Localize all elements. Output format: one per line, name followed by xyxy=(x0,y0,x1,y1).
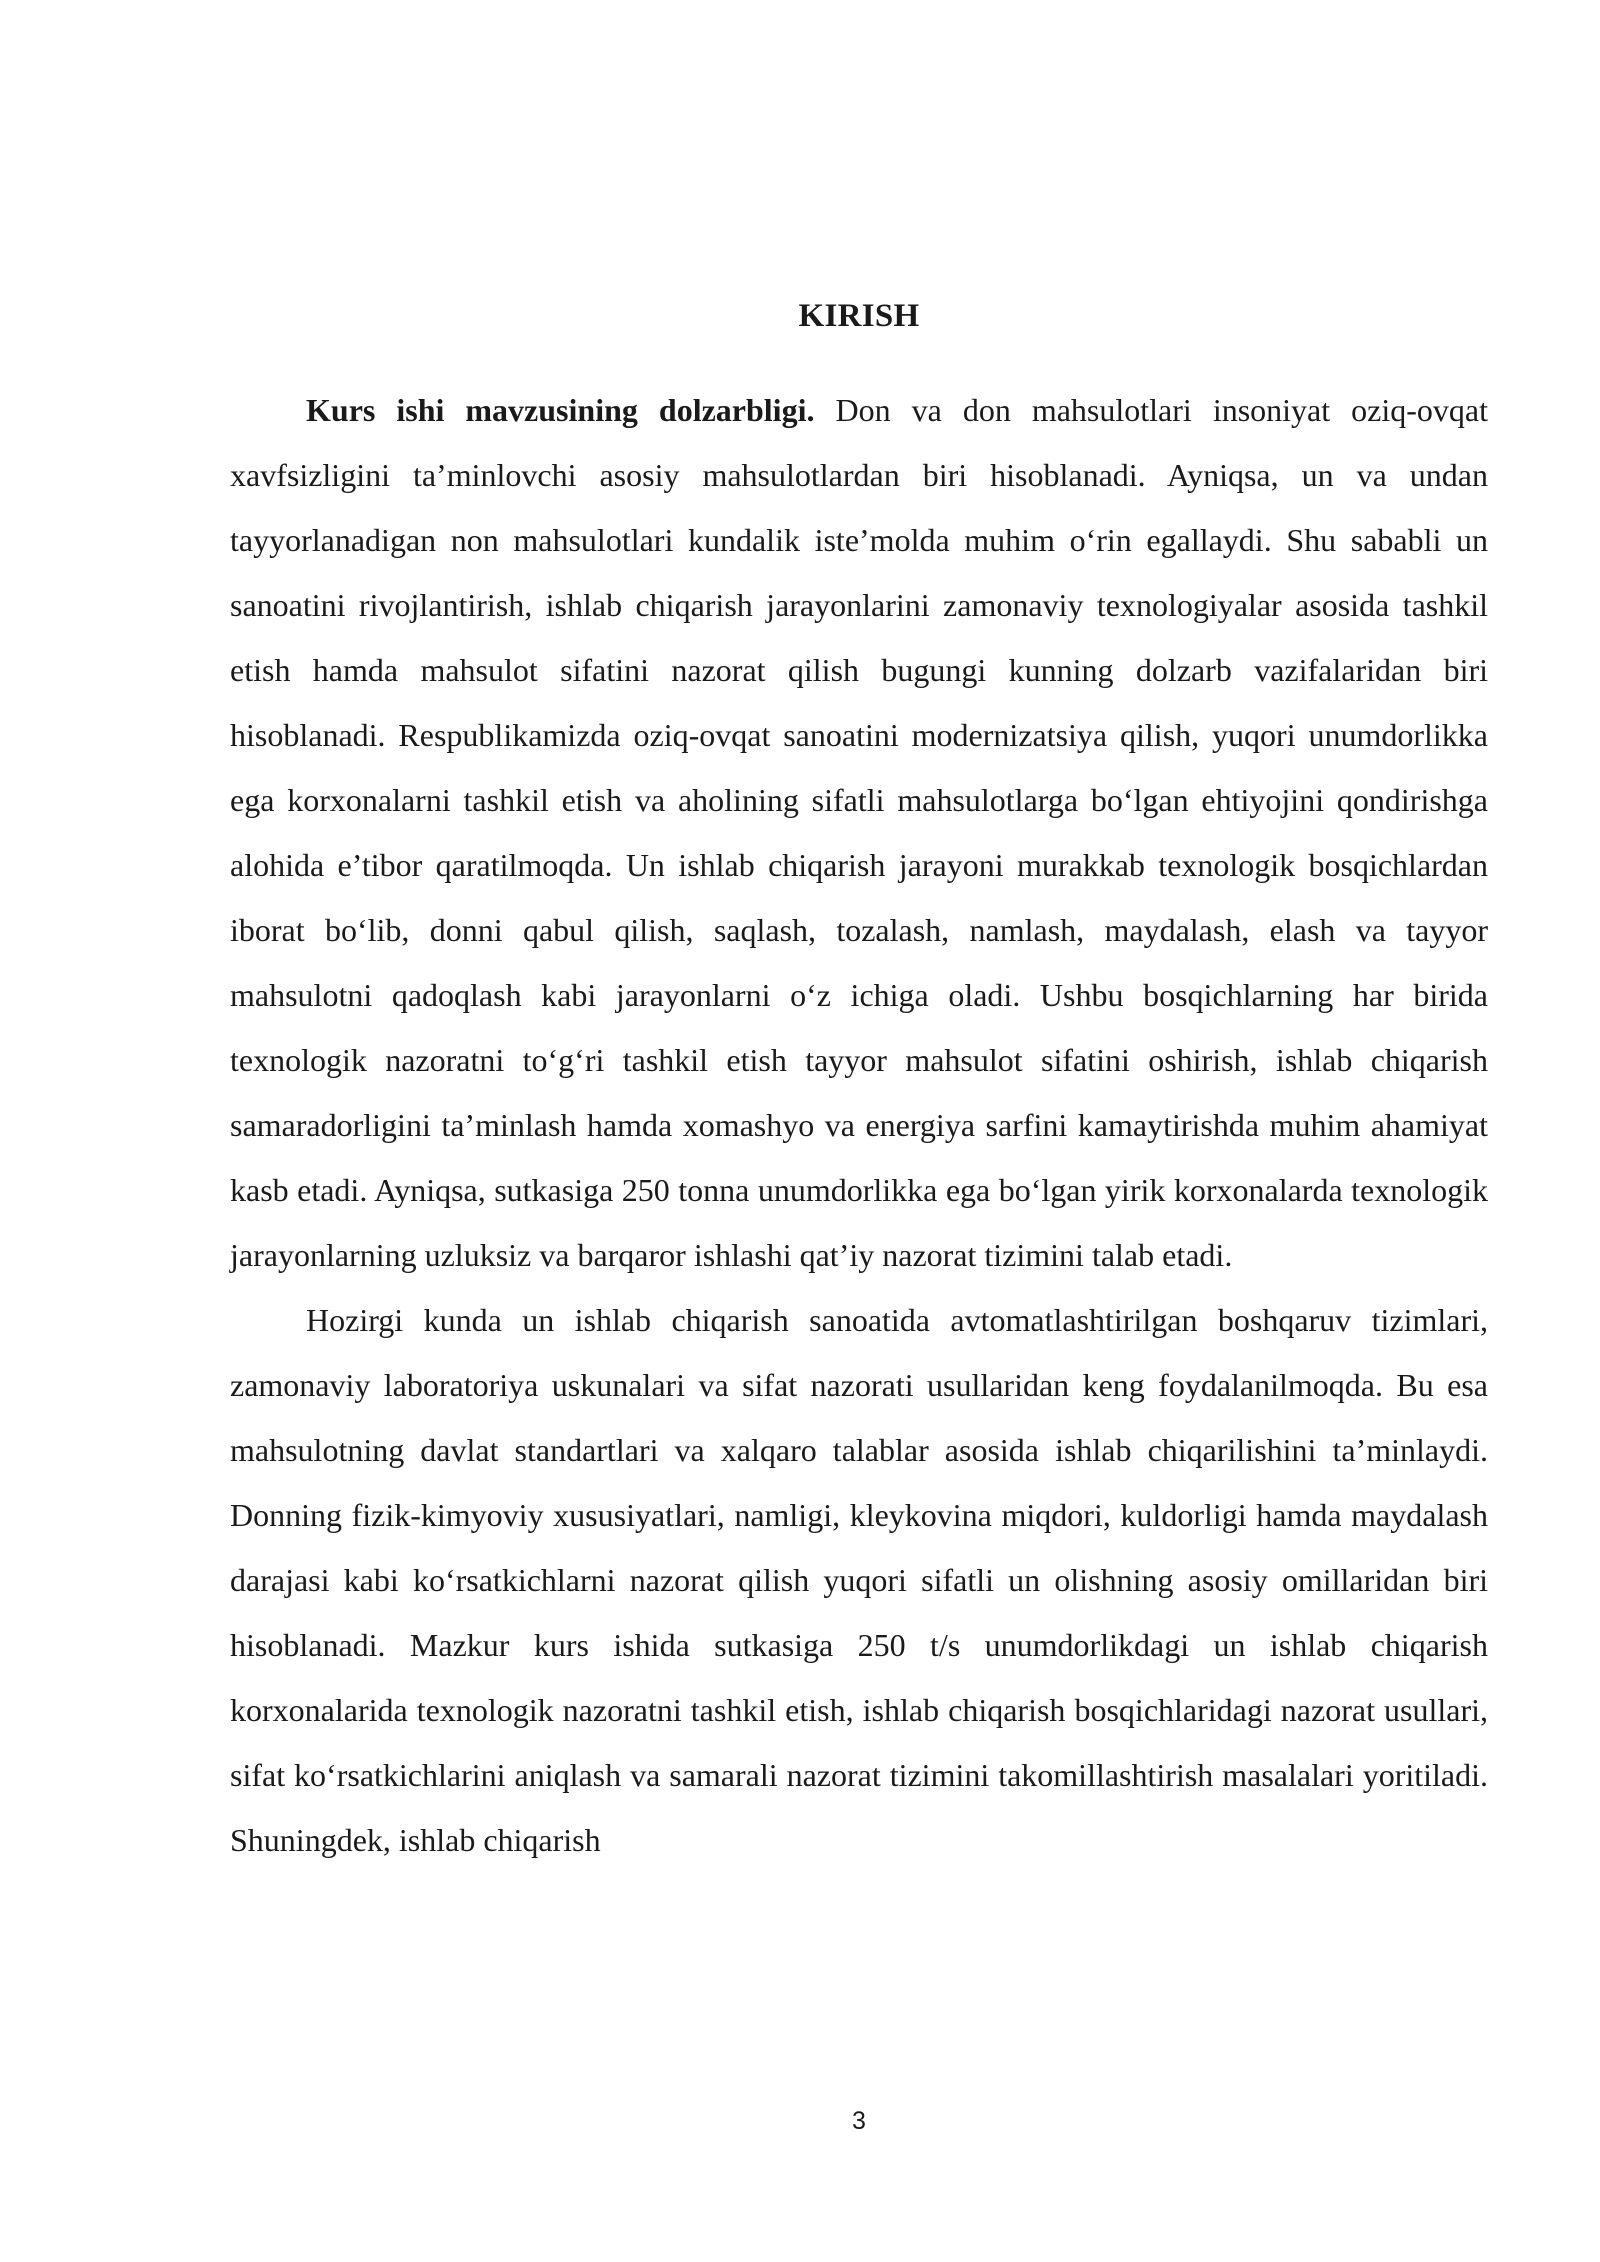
paragraph-current-state xyxy=(230,1288,1488,1873)
body-text xyxy=(230,378,1488,1873)
paragraph-relevance xyxy=(230,378,1488,1288)
section-heading: KIRISH xyxy=(798,298,920,334)
page-number: 3 xyxy=(852,2107,866,2135)
paragraph-text: Hozirgi kunda un ishlab chiqarish sanoatida avtomatlashtirilgan boshqaruv tizimlari, zamonaviy laboratoriya uskunalari va sifat nazorati usullaridan keng foydalanilmoqda. Bu esa mahsulotning davlat standartlari va xalqaro talablar asosida ishlab chiqarilishini ta’minlaydi. Donning fizik-kimyoviy xususiyatlari, namligi, kleykovina miqdori, kuldorligi hamda maydalash darajasi kabi ko‘rsatkichlarni nazorat qilish yuqori sifatli un olishning asosiy omillaridan biri hisoblanadi. Mazkur kurs ishida sutkasiga 250 t/s unumdorlikdagi un ishlab chiqarish korxonalarida texnologik nazoratni tashkil etish, ishlab chiqarish bosqichlaridagi nazorat usullari, sifat ko‘rsatkichlarini aniqlash va samarali nazorat tizimini takomillashtirish masalalari yoritiladi. Shuningdek, ishlab chiqarish xyxy=(230,1302,1488,1858)
paragraph-text: Don va don mahsulotlari insoniyat oziq-ovqat xavfsizligini ta’minlovchi asosiy mahsulotlardan biri hisoblanadi. Ayniqsa, un va undan tayyorlanadigan non mahsulotlari kundalik iste’molda muhim o‘rin egallaydi. Shu sababli un sanoatini rivojlantirish, ishlab chiqarish jarayonlarini zamonaviy texnologiyalar asosida tashkil etish hamda mahsulot sifatini nazorat qilish bugungi kunning dolzarb vazifalaridan biri hisoblanadi. Respublikamizda oziq-ovqat sanoatini modernizatsiya qilish, yuqori unumdorlikka ega korxonalarni tashkil etish va aholining sifatli mahsulotlarga bo‘lgan ehtiyojini qondirishga alohida e’tibor qaratilmoqda. Un ishlab chiqarish jarayoni murakkab texnologik bosqichlardan iborat bo‘lib, donni qabul qilish, saqlash, tozalash, namlash, maydalash, elash va tayyor mahsulotni qadoqlash kabi jarayonlarni o‘z ichiga oladi. Ushbu bosqichlarning har birida texnologik nazoratni to‘g‘ri tashkil etish tayyor mahsulot sifatini oshirish, ishlab chiqarish samaradorligini ta’minlash hamda xomashyo va energiya sarfini kamaytirishda muhim ahamiyat kasb etadi. Ayniqsa, sutkasiga 250 tonna unumdorlikka ega bo‘lgan yirik korxonalarda texnologik jarayonlarning uzluksiz va barqaror ishlashi qat’iy nazorat tizimini talab etadi. xyxy=(230,392,1489,1273)
paragraph-lead-title: Kurs ishi mavzusining dolzarbligi. xyxy=(306,392,815,428)
